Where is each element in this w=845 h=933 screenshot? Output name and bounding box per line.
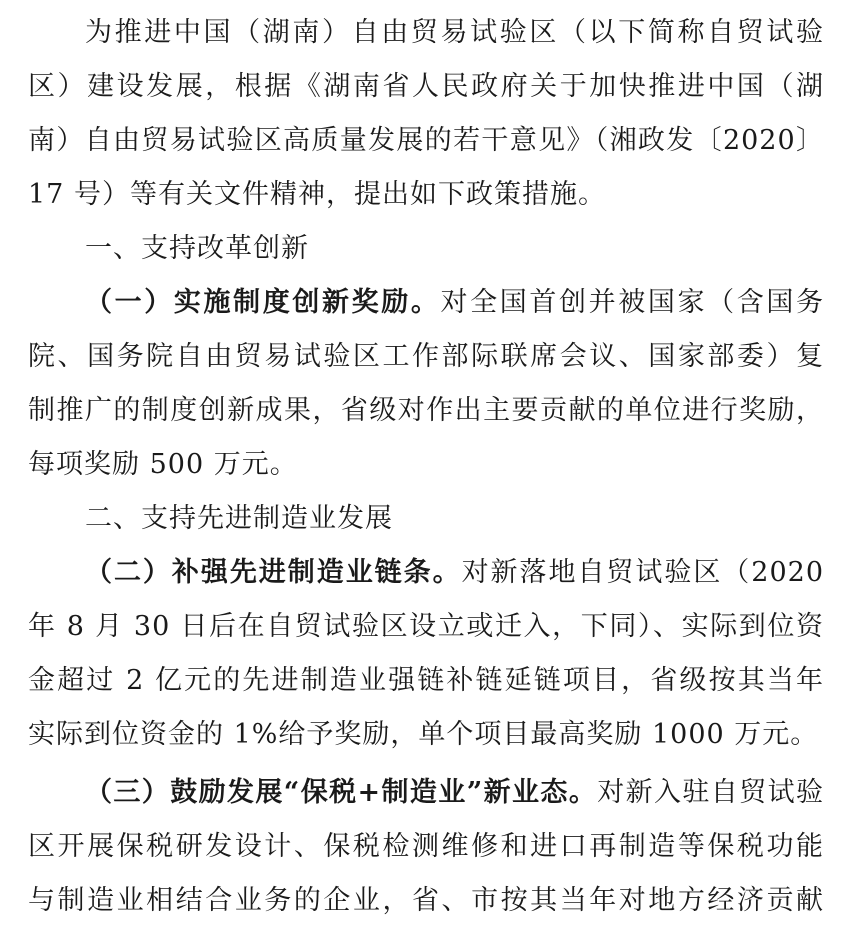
item-1-line-2: 院、国务院自由贸易试验区工作部际联席会议、国家部委）复 [28,341,824,372]
item-2-line-2: 年 8 月 30 日后在自贸试验区设立或迁入，下同）、实际到位资 [28,611,824,642]
item-3-line-3: 与制造业相结合业务的企业，省、市按其当年对地方经济贡献 [28,885,824,916]
paragraph-1-line-3: 南）自由贸易试验区高质量发展的若干意见》（湘政发〔2020〕 [28,125,824,156]
item-3-line-2: 区开展保税研发设计、保税检测维修和进口再制造等保税功能 [28,831,824,862]
section-heading-2: 二、支持先进制造业发展 [85,503,393,534]
item-2-line-1 [85,550,824,596]
item-2-first-line-rest: 对新落地自贸试验区（2020 [461,557,824,588]
item-2-line-4: 实际到位资金的 1%给予奖励，单个项目最高奖励 1000 万元。 [28,719,819,750]
item-3-line-1 [85,770,824,816]
item-1-line-1 [85,280,824,326]
item-3-first-line-rest: 对新入驻自贸试验 [597,777,824,808]
item-3-title: （三）鼓励发展“保税+制造业”新业态。 [85,777,598,808]
item-2-line-3: 金超过 2 亿元的先进制造业强链补链延链项目，省级按其当年 [28,665,824,696]
paragraph-1-line-2: 区）建设发展，根据《湖南省人民政府关于加快推进中国（湖 [28,71,824,102]
item-1-line-4: 每项奖励 500 万元。 [28,449,298,480]
item-1-first-line-rest: 对全国首创并被国家（含国务 [440,287,824,318]
section-heading-1: 一、支持改革创新 [85,233,309,264]
item-2-title: （二）补强先进制造业链条。 [85,557,462,588]
item-1-title: （一）实施制度创新奖励。 [85,287,441,318]
paragraph-1-line-4: 17 号）等有关文件精神，提出如下政策措施。 [28,179,606,210]
item-1-line-3: 制推广的制度创新成果，省级对作出主要贡献的单位进行奖励， [28,395,824,426]
paragraph-1-line-1: 为推进中国（湖南）自由贸易试验区（以下简称自贸试验 [85,17,824,48]
